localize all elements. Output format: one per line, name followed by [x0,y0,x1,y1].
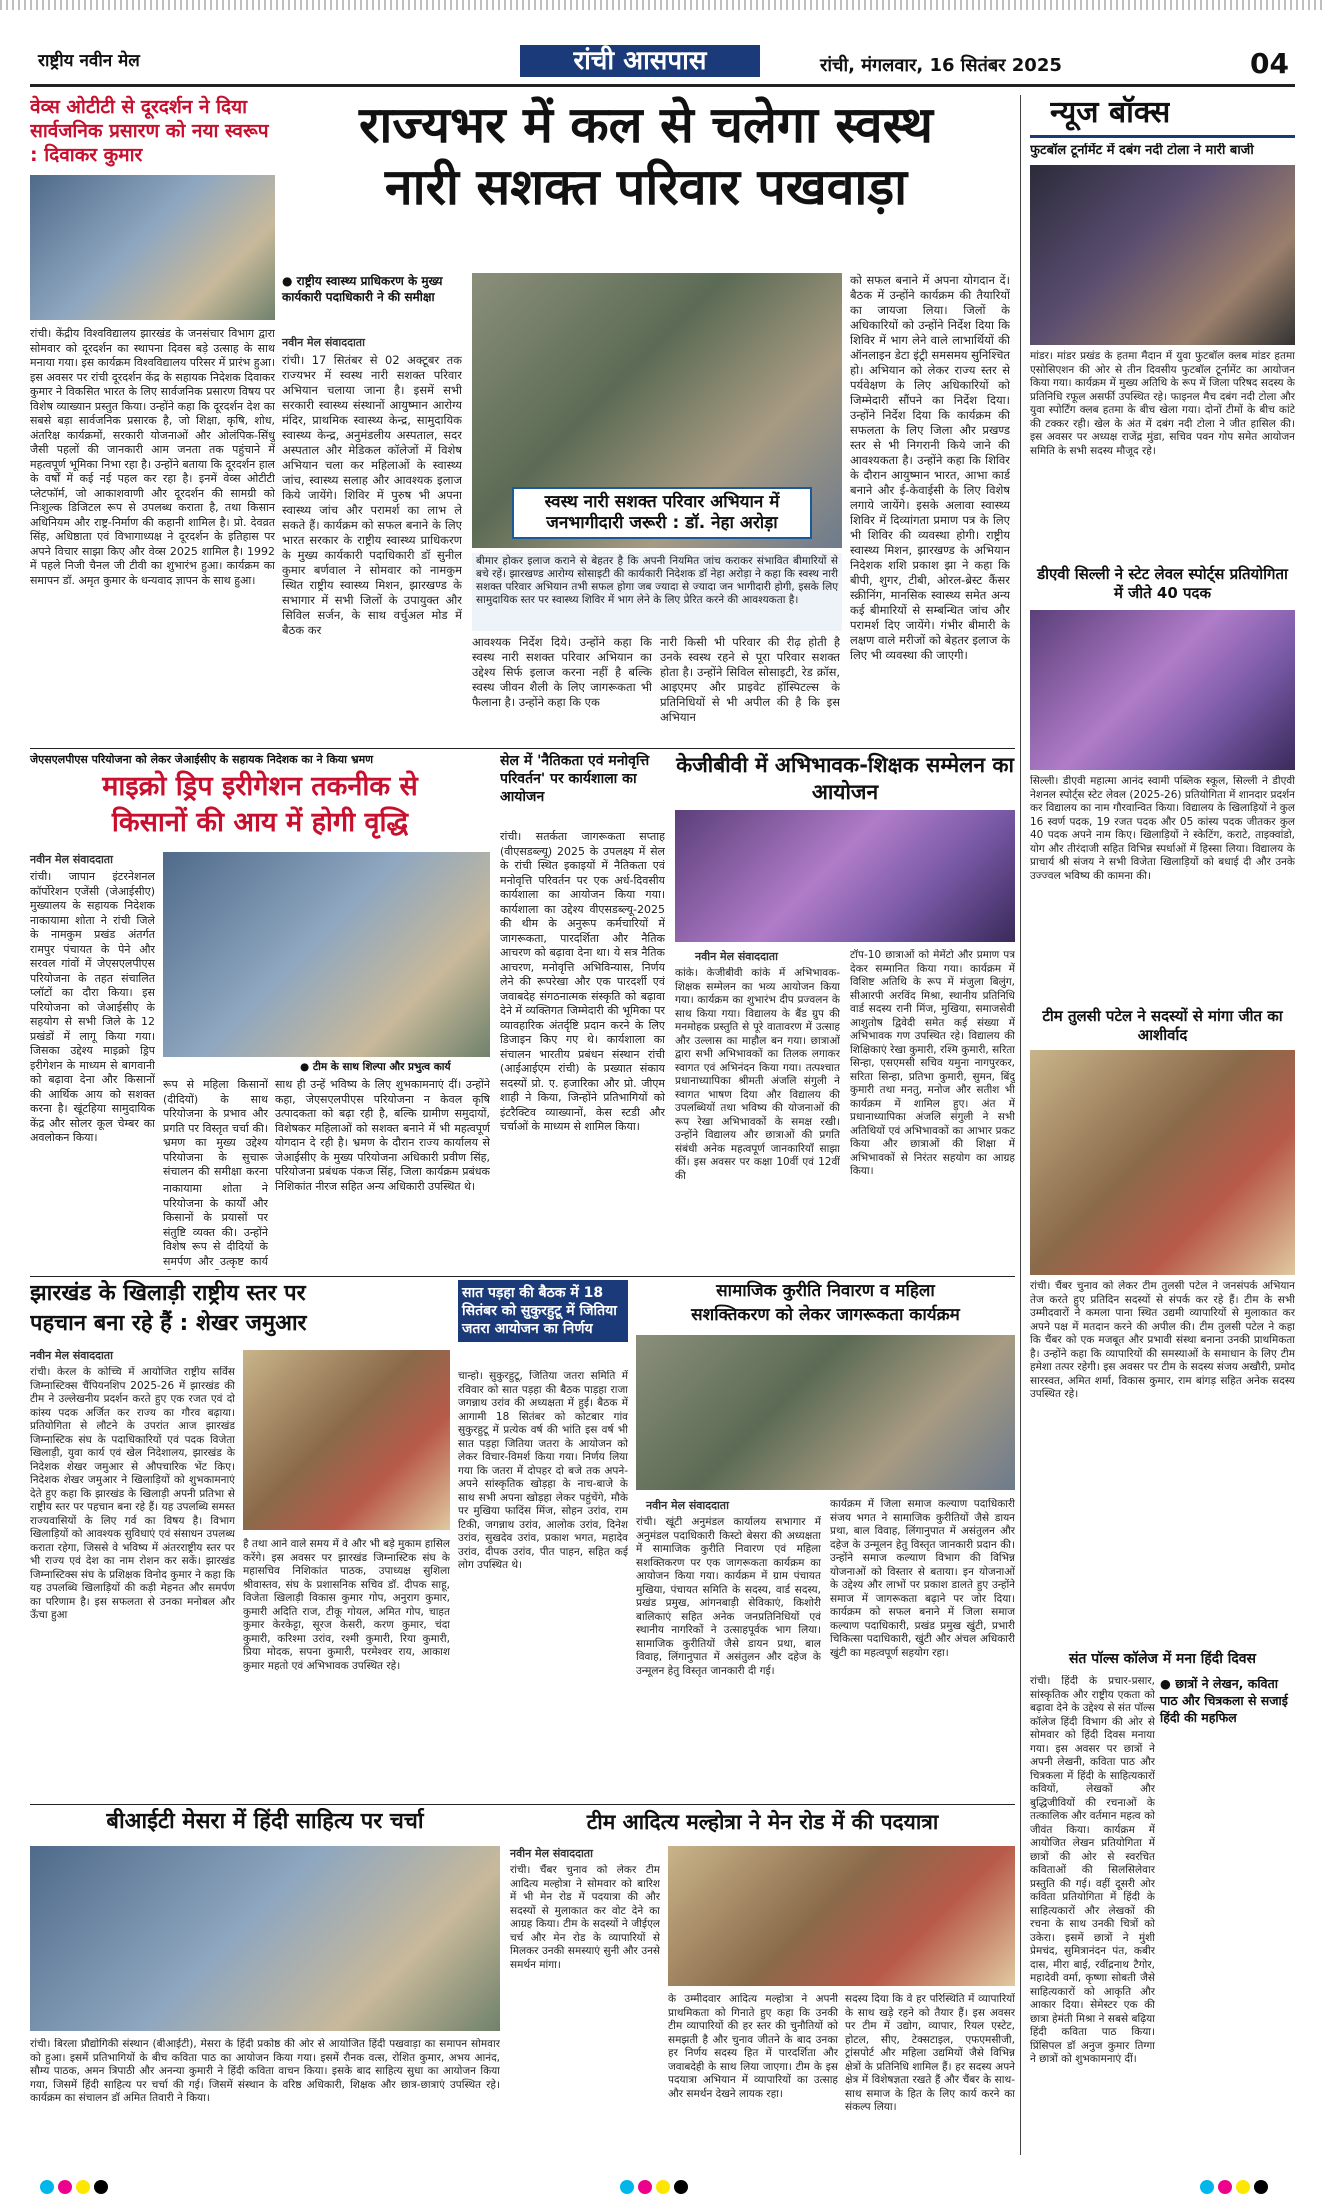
sat-headline: सात पड़हा की बैठक में 18 सितंबर को सुकुरहुटू में जितिया जतरा आयोजन का निर्णय [458,1280,628,1342]
shekhar-byline: नवीन मेल संवाददाता [30,1349,113,1362]
bit-body: रांची। बिरला प्रौद्योगिकी संस्थान (बीआईटी), मेसरा के हिंदी प्रकोष्ठ की ओर से आयोजित हिंदी पखवाड़ा का समापन सोमवार को हुआ। इसमें प्रतिभागियों के बीच कविता पाठ का आयोजन किया गया। इसमें रौनक वत्स, रोशित कुमार, अभय आनंद, सौम्य पाठक, अमन त्रिपाठी और अनन्या कुमारी ने हिंदी कविता वाचन किया। इसके बाद साहित्य सुधा का आयोजन किया गया, जिसमें हिंदी साहित्य पर चर्चा की गई। जिसमें संस्थान के वरिष्ठ अधिकारी, शिक्षक और छात्र-छात्राएं उपस्थित रहे। कार्यक्रम का संचालन डॉ अमित तिवारी ने किया। [30,2038,500,2104]
bit-photo [30,1846,500,2031]
drip-byline: नवीन मेल संवाददाता [30,853,113,866]
lead-body-4: को सफल बनाने में अपना योगदान दें। बैठक में उन्होंने कार्यक्रम की तैयारियों का जायजा लिया। जिलों के अधिकारियों को उन्होंने निर्देश दिया कि शिविर में भाग लेने वाले लाभार्थियों की ऑनलाइन डेटा इंट्री समसमय सुनिश्चित हो। अभियान को लेकर राज्य स्तर से पर्यवेक्षण के लिए अधिकारियों को जिम्मेदारी सौंपने का निर्देश दिया। उन्होंने निर्देश दिया कि कार्यक्रम की सफलता के लिए जिला और प्रखण्ड स्तर से भी निगरानी किये जाने की आवश्यकता है। उन्होंने कहा कि शिविर के दौरान आयुष्मान भारत, आभा कार्ड बनाने और ई-केवाईसी के लिए विशेष लगाये जायेंगे। इसके अलावा स्वास्थ्य शिविर में दिव्यांगता प्रमाण पत्र के लिए भी शिविर की व्यवस्था होगी। राष्ट्रीय स्वास्थ्य मिशन, झारखण्ड के अभियान निदेशक शशि प्रकाश झा ने कहा कि बीपी, शुगर, टीबी, ओरल-ब्रेस्ट कैंसर स्क्रीनिंग, मानसिक स्वास्थ्य समेत अन्य कई बीमारियों से सम्बन्धित जांच और परामर्श दिए जायेंगे। गंभीर बीमारी के लक्षण वाले मरीजों को बेहतर इलाज के लिए भी व्यवस्था की जाएगी। [850,273,1010,662]
article-bit [30,1808,500,2153]
dps-headline: डीएवी सिल्ली ने स्टेट लेवल स्पोर्ट्स प्रतियोगिता में जीते 40 पदक [1037,565,1288,602]
social-headline-2: सशक्तिकरण को लेकर जागरूकता कार्यक्रम [691,1305,960,1325]
newsbox-rule [1030,135,1295,138]
football-photo [1030,165,1295,345]
ott-photo [30,175,275,320]
paper-logo: राष्ट्रीय नवीन मेल [38,51,140,71]
shekhar-body-2: है तथा आने वाले समय में वे और भी बड़े मुकाम हासिल करेंगे। इस अवसर पर झारखंड जिम्नास्टिक संघ के महासचिव निशिकांत पाठक, उपाध्यक्ष सुशिला श्रीवास्तव, संघ के प्रशासनिक सचिव डॉ. दीपक साहू, विजेता खिलाड़ी विकास कुमार गोप, अनुराग कुमार, कुमारी अदिति राज, टीकू गोयल, अमित गोप, चाहत कुमार केरकेट्टा, सूरज केसरी, करण कुमार, चंदा कुमारी, करिश्मा उरांव, रश्मी कुमारी, रिया कुमारी, प्रिया मोदक, सपना कुमारी, परमेश्वर राय, आकाश कुमार महतो एवं अभिभावक उपस्थित रहे। [243,1538,450,1672]
kgbv-photo [675,810,1015,942]
sat-body: चान्हो। सुकुरहुटू, जितिया जतरा समिति में रविवार को सात पड़हा की बैठक पाड़हा राजा जगन्नाथ उरांव की अध्यक्षता में हुई। बैठक में आगामी 18 सितंबर को कोटबार गांव सुकुरहुटू में प्रत्येक वर्ष की भांति इस वर्ष भी सात पड़हा जितिया जतरा के आयोजन को लेकर विचार-विमर्श किया गया। निर्णय लिया गया कि जतरा में दोपहर दो बजे तक अपने-अपने सांस्कृतिक खोड़हा के नाच-बाजे के साथ सभी अपना खोड़हा लेकर पहुंचेंगे, मौके पर मुखिया फादिंस मिंज, सोहन उरांव, राम टिकी, जगन्नाथ उरांव, आलोक उरांव, दिनेश उरांव, सुखदेव उरांव, प्रकाश भगत, महादेव उरांव, दीपक उरांव, पीत पाहन, सहित कई लोग उपस्थित थे। [458,1370,628,1571]
football-headline: फुटबॉल टूर्नामेंट में दबंग नदी टोला ने मारी बाजी [1030,143,1254,158]
santpaul-kicker: ● छात्रों ने लेखन, कविता पाठ और चित्रकला से सजाई हिंदी की महफिल [1160,1676,1288,1725]
drip-body-3: नाकायामा शोता ने परियोजना के कार्यों और किसानों के प्रयासों पर संतुष्टि व्यक्त की। उन्होंने विशेष रूप से दीदियों के समर्पण और उत्कृष्ट कार्य [163,1182,268,1268]
article-lead [282,95,1010,745]
article-cell [500,752,665,1272]
article-social [636,1280,1015,1800]
section-title: रांची आसपास [520,45,760,77]
tulsi-body: रांची। चैंबर चुनाव को लेकर टीम तुलसी पटेल ने जनसंपर्क अभियान तेज करते हुए प्रतिदिन सदस्यों से संपर्क कर रहे हैं। टीम के सभी उम्मीदवारों ने कमला पाना स्थित उद्यमी व्यापारियों से मुलाकात कर अपने पक्ष में मतदान करने की अपील की। टीम तुलसी पटेल ने कहा कि चैंबर को एक मजबूत और प्रभावी संस्था बनाना उनकी प्राथमिकता है। उन्होंने कहा कि व्यापारियों की समस्याओं के समाधान के लिए टीम हमेशा तत्पर रहेगी। इस अवसर पर टीम के सदस्य संजय अखौरी, प्रमोद सारस्वत, अमित शर्मा, विकास कुमार, राम बांगड़ सहित अनेक सदस्य उपस्थित रहे। [1030,1280,1295,1400]
football-body: मांडर। मांडर प्रखंड के हतमा मैदान में युवा फुटबॉल क्लब मांडर हतमा एसोसिएशन की ओर से तीन दिवसीय फुटबॉल टूर्नामेंट का आयोजन किया गया। कार्यक्रम में मुख्य अतिथि के रूप में जिला परिषद सदस्य के प्रतिनिधि रफूल असर्फी उपस्थित रहे। फाइनल मैच दबंग नदी टोला और युवा स्पोर्टिंग क्लब हतमा के बीच खेला गया। दोनों टीमों के बीच कांटे की टक्कर रही। खेल के अंत में दबंग नदी टोला ने जीत हासिल की। इस अवसर पर अध्यक्ष राजेंद्र मुंडा, सचिव पवन गोप समेत आयोजन समिति के सभी सदस्य मौजूद रहे। [1030,350,1295,457]
color-registration-bar-center [620,2180,688,2194]
social-byline: नवीन मेल संवाददाता [646,1499,729,1512]
kgbv-byline: नवीन मेल संवाददाता [695,950,778,963]
kgbv-headline: केजीबीवी में अभिभावक-शिक्षक सम्मेलन का आयोजन [676,753,1014,804]
page-number: 04 [1250,47,1289,80]
color-registration-bar-left [40,2180,108,2194]
article-kgbv [675,752,1015,1272]
social-body-2: कार्यक्रम में जिला समाज कल्याण पदाधिकारी संजय भगत ने सामाजिक कुरीतियों जैसे डायन प्रथा, बाल विवाह, लिंगानुपात में असंतुलन और दहेज के उन्मूलन हेतु विस्तृत जानकारी प्रदान की। उन्होंने समाज कल्याण विभाग की विभिन्न योजनाओं को विस्तार से बताया। इन योजनाओं के उद्देश्य और लाभों पर प्रकाश डालते हुए उन्होंने समाज में जागरूकता बढ़ाने पर जोर दिया। कार्यक्रम को सफल बनाने में जिला समाज कल्याण पदाधिकारी, प्रखंड प्रमुख खुंटी, प्रभारी चिकित्सा पदाधिकारी, खुंटी और अंचल अधिकारी खुंटी का महत्वपूर्ण सहयोग रहा। [830,1498,1015,1659]
lead-headline-2: नारी सशक्त परिवार पखवाड़ा [384,158,908,216]
drip-body-1: रांची। जापान इंटरनेशनल कॉर्पोरेशन एजेंसी (जेआईसीए) मुख्यालय के सहायक निदेशक नाकायामा शोता ने रांची जिले के नामकुम प्रखंड अंतर्गत रामपुर पंचायत के पेने और सरवल गांवों में जेएसएलपीएस परियोजना के तहत संचालित प्लॉटों का दौरा किया। इस परियोजना को जेआईसीए के सहयोग से सभी जिले के 12 प्रखंडों में लागू किया गया। जिसका उद्देश्य माइक्रो ड्रिप इरीगेशन के माध्यम से बागवानी को बढ़ावा देना और किसानों की आर्थिक आय को सशक्त करना है। खूंटहिया सामुदायिक केंद्र और सोलर कूल चेम्बर का अवलोकन किया। [30,870,155,1144]
lead-body-2: आवश्यक निर्देश दिये। उन्होंने कहा कि स्वस्थ नारी सशक्त परिवार अभियान का उद्देश्य सिर्फ इलाज करना नहीं है बल्कि स्वस्थ जीवन शैली के लिए जागरूकता भी फैलाना है। उन्होंने कहा कि एक [472,635,652,709]
tulsi-photo [1030,1050,1295,1275]
article-drip [30,752,490,1272]
padyatra-headline: टीम आदित्य मल्होत्रा ने मेन रोड में की पदयात्रा [586,1810,939,1834]
lead-photo-note: बीमार होकर इलाज कराने से बेहतर है कि अपनी नियमित जांच कराकर संभावित बीमारियों से बचे रहें। झारखण्ड आरोग्य सोसाइटी की कार्यकारी निदेशक डॉ नेहा अरोड़ा ने कहा कि स्वस्थ नारी सशक्त परिवार अभियान तभी सफल होगा जब ज्यादा से ज्यादा जन भागीदारी होगी, इसके लिए सामुदायिक स्तर पर स्वास्थ्य शिविर में भाग लेने के लिए प्रेरित करने की आवश्यकता है। [472,553,842,631]
dps-body: सिल्ली। डीएवी महात्मा आनंद स्वामी पब्लिक स्कूल, सिल्ली ने डीएवी नेशनल स्पोर्ट्स स्टेट लेवल (2025-26) प्रतियोगिता में शानदार प्रदर्शन कर विद्यालय का नाम गौरवान्वित किया। विद्यालय के खिलाड़ियों ने कुल 16 स्वर्ण पदक, 19 रजत पदक और 05 कांस्य पदक जीतकर कुल 40 पदक अपने नाम किए। खिलाड़ियों ने स्केटिंग, कराटे, ताइक्वांडो, योग और तीरंदाजी सहित विभिन्न स्पर्धाओं में हिस्सा लिया। विद्यालय के प्राचार्य श्री संजय ने सभी विजेता खिलाड़ियों को बधाई दी और उनके उज्ज्वल भविष्य की कामना की। [1030,775,1295,882]
ott-headline: वेव्स ओटीटी से दूरदर्शन ने दिया सार्वजनिक प्रसारण को नया स्वरूप : दिवाकर कुमार [30,96,269,166]
drip-body-4: साथ ही उन्हें भविष्य के लिए शुभकामनाएं दीं। उन्होंने कहा, जेएसएलपीएस परियोजना न केवल कृषि उत्पादकता को बढ़ा रही है, बल्कि ग्रामीण समुदायों, विशेषकर महिलाओं को सशक्त बनाने में भी महत्वपूर्ण योगदान दे रही है। भ्रमण के दौरान राज्य कार्यालय से जेआईसीए के मुख्य परियोजना अधिकारी प्रवीण सिंह, परियोजना प्रबंधक पंकज सिंह, जिला कार्यक्रम प्रबंधक निशिकांत नीरज सहित अन्य अधिकारी उपस्थित थे। [275,1078,490,1193]
registration-marks [0,0,1325,10]
padyatra-photo [668,1846,1015,1986]
masthead [0,0,1325,90]
drip-body-2: रूप से महिला किसानों (दीदियों) के साथ परियोजना के प्रभाव और प्रगति पर विस्तृत चर्चा की। भ्रमण का मुख्य उद्देश्य परियोजना के सुचारू संचालन की समीक्षा करना [163,1078,268,1178]
lead-body-1: रांची। 17 सितंबर से 02 अक्टूबर तक राज्यभर में स्वस्थ नारी सशक्त परिवार अभियान चलाया जाना है। इसमें सभी सरकारी स्वास्थ्य संस्थानों आयुष्मान आरोग्य मंदिर, प्राथमिक स्वास्थ्य केन्द्र, सामुदायिक स्वास्थ्य केन्द्र, अनुमंडलीय अस्पताल, सदर अस्पताल और मेडिकल कॉलेजों में विशेष अभियान चला कर महिलाओं के स्वास्थ्य जांच, स्वास्थ्य सलाह और आवश्यक इलाज किये जायेंगे। शिविर में पुरुष भी अपना स्वास्थ्य जांच और परामर्श का लाभ ले सकते हैं। कार्यक्रम को सफल बनाने के लिए भारत सरकार के राष्ट्रीय स्वास्थ्य प्राधिकरण के मुख्य कार्यकारी पदाधिकारी डॉ सुनील कुमार बर्णवाल ने सोमवार को नामकुम स्थित राष्ट्रीय स्वास्थ्य मिशन, झारखण्ड के सभागार में सभी जिलों के उपायुक्त और सिविल सर्जन, के साथ वर्चुअल मोड में बैठक कर [282,353,462,637]
ott-body: रांची। केंद्रीय विश्वविद्यालय झारखंड के जनसंचार विभाग द्वारा सोमवार को दूरदर्शन का स्थापना दिवस बड़े उत्साह के साथ मनाया गया। इस कार्यक्रम विश्वविद्यालय परिसर में प्रारंभ हुआ। इस अवसर पर रांची दूरदर्शन केंद्र के सहायक निदेशक दिवाकर कुमार ने विकसित भारत के लिए सार्वजनिक प्रसारण विषय पर विशेष व्याख्यान प्रस्तुत किया। उन्होंने कहा कि दूरदर्शन देश का सबसे बड़ा सार्वजनिक प्रसारक है, जो शिक्षा, कृषि, शोध, अंतरिक्ष कार्यक्रमों, सरकारी योजनाओं और ओलंपिक-सिंधु जैसी पहलों की जानकारी आम जनता तक पहुंचाने में महत्वपूर्ण भूमिका निभा रहा है। उन्होंने बताया कि दूरदर्शन हाल के वर्षों में कई नई पहल कर रहा है। इनमें वेव्स ओटीटी प्लेटफॉर्म, जो आकाशवाणी और दूरदर्शन की सामग्री को निःशुल्क डिजिटल रूप से उपलब्ध कराता है, तथा किसान अधिनियम और राष्ट्र-निर्माण की कहानी शामिल है। प्रो. देवव्रत सिंह, अधिष्ठाता एवं विभागाध्यक्ष ने दूरदर्शन के इतिहास पर अपने विचार साझा किए और वेव्स 2025 शामिल है। 1992 में पहले निजी चैनल जी टीवी का शुभारंभ हुआ। कार्यक्रम का समापन डॉ. अमृत कुमार के धन्यवाद ज्ञापन के साथ हुआ। [30,327,275,587]
article-shekhar [30,1280,450,1800]
shekhar-body-1: रांची। केरल के कोच्चि में आयोजित राष्ट्रीय सर्विस जिम्नास्टिक्स चैंपियनशिप 2025-26 में झारखंड की टीम ने उल्लेखनीय प्रदर्शन करते हुए एक रजत एवं दो कांस्य पदक अर्जित कर राज्य का गौरव बढ़ाया। प्रतियोगिता से लौटने के उपरांत आज झारखंड जिम्नास्टिक संघ के पदाधिकारियों एवं पदक विजेता खिलाड़ी, युवा कार्य एवं खेल निदेशालय, झारखंड के निदेशक शेखर जमुआर से औपचारिक भेंट किए। निदेशक शेखर जमुआर ने खिलाड़ियों को शुभकामनाएं देते हुए कहा कि झारखंड के खिलाड़ी अपनी प्रतिभा से राष्ट्रीय स्तर पर पहचान बना रहे हैं। यह उपलब्धि समस्त राज्यवासियों के लिए गर्व का विषय है। विभाग खिलाड़ियों को आवश्यक सुविधाएं एवं संसाधन उपलब्ध कराता रहेगा, जिससे वे भविष्य में अंतरराष्ट्रीय स्तर पर भी राज्य एवं देश का नाम रोशन कर सकें। झारखंड जिम्नास्टिक्स संघ के प्रशिक्षक विनोद कुमार ने कहा कि यह उपलब्धि खिलाड़ियों की कड़ी मेहनत और समर्पण का परिणाम है। इस सफलता से उनका मनोबल और ऊँचा हुआ [30,1366,235,1621]
lead-body-3: नारी किसी भी परिवार की रीढ़ होती है उनके स्वस्थ रहने से पूरा परिवार सशक्त होता है। उन्होंने सिविल सोसाइटी, रेड क्रॉस, आइएमए और प्राइवेट हॉस्पिटल्स के प्रतिनिधियों से भी अपील की है कि इस अभियान [660,635,840,724]
padyatra-body-2: के उम्मीदवार आदित्य मल्होत्रा ने अपनी प्राथमिकता को गिनाते हुए कहा कि उनकी टीम व्यापारियों की हर स्तर की चुनौतियों को समझती है और चुनाव जीतने के बाद उनका हर निर्णय सदस्य हित में पारदर्शिता और जवाबदेही के साथ लिया जाएगा। टीम के इस पदयात्रा अभियान में व्यापारियों का उत्साह और समर्थन देखने लायक रहा। [668,1993,838,2100]
social-body-1: रांची। खूंटी अनुमंडल कार्यालय सभागार में अनुमंडल पदाधिकारी किस्टो बेसरा की अध्यक्षता में सामाजिक कुरीति निवारण एवं महिला सशक्तिकरण पर एक जागरूकता कार्यक्रम का आयोजन किया गया। कार्यक्रम में ग्राम पंचायत मुखिया, पंचायत समिति के सदस्य, वार्ड सदस्य, प्रखंड प्रमुख, आंगनबाड़ी सेविकाएं, किशोरी बालिकाएं सहित अनेक जनप्रतिनिधियों एवं स्थानीय नागरिकों ने उत्साहपूर्वक भाग लिया। सामाजिक कुरीतियों जैसे डायन प्रथा, बाल विवाह, लिंगानुपात में असंतुलन और दहेज के उन्मूलन हेतु विस्तृत जानकारी दी गई। [636,1516,821,1677]
masthead-rule [30,84,1295,87]
newsbox [1030,95,1295,2155]
drip-headline-2: किसानों की आय में होगी वृद्धि [111,807,409,838]
article-sat [458,1280,628,1800]
lead-byline: नवीन मेल संवाददाता [282,336,365,349]
tulsi-headline: टीम तुलसी पटेल ने सदस्यों से मांगा जीत का आशीर्वाद [1042,1007,1283,1044]
article-ott [30,95,275,745]
column-divider [1020,95,1021,2155]
santpaul-headline: संत पॉल्स कॉलेज में मना हिंदी दिवस [1068,1651,1257,1667]
color-registration-bar-right [1200,2180,1268,2194]
row-divider-1 [30,748,1015,749]
article-padyatra [510,1808,1015,2153]
drip-photo [163,852,490,1057]
shekhar-photo [243,1350,450,1530]
drip-photo-caption: ● टीम के साथ शिल्पा और प्रभुत्व कार्य [300,1061,451,1073]
dps-photo [1030,610,1295,770]
shekhar-headline-2: पहचान बना रहे हैं : शेखर जमुआर [30,1311,307,1336]
drip-headline-1: माइक्रो ड्रिप इरीगेशन तकनीक से [102,771,418,802]
dateline: रांची, मंगलवार, 16 सितंबर 2025 [820,55,1062,76]
lead-photo-caption: स्वस्थ नारी सशक्त परिवार अभियान में जनभागीदारी जरूरी : डॉ. नेहा अरोड़ा [512,487,812,539]
santpaul-body: रांची। हिंदी के प्रचार-प्रसार, सांस्कृतिक और राष्ट्रीय एकता को बढ़ावा देने के उद्देश्य से संत पॉल्स कॉलेज हिंदी विभाग की ओर से सोमवार को हिंदी दिवस मनाया गया। इस अवसर पर छात्रों ने अपनी लेखनी, कविता पाठ और चित्रकला में हिंदी के साहित्यकारों कवियों, लेखकों और बुद्धिजीवियों की रचनाओं के तत्कालिक और वर्तमान महत्व को जीवंत किया। कार्यक्रम में आयोजित लेखन प्रतियोगिता में छात्रों की ओर से स्वरचित कविताओं की सिलसिलेवार प्रस्तुति की गई। वहीं दूसरी ओर कविता प्रतियोगिता में हिंदी के साहित्यकारों और लेखकों की रचना के साथ उनकी चित्रों को उकेरा। इसमें छात्रों ने मुंशी प्रेमचंद, सुमित्रानंदन पंत, कबीर दास, मीरा बाई, रवींद्रनाथ टैगोर, महादेवी वर्मा, कृष्णा सोबती जैसे साहित्यकारों को आकृति और आकार दिया। सेमेस्टर एक की छात्रा हेमंती मिश्रा ने सबसे बढ़िया हिंदी कविता पाठ किया। प्रिंसिपल डॉ अनुज कुमार तिग्गा ने छात्रों को शुभकामनाएं दीं। [1030,1675,1155,2065]
padyatra-body-3: सदस्य दिया कि वे हर परिस्थिति में व्यापारियों के साथ खड़े रहने को तैयार हैं। इस अवसर पर टीम में उद्योग, व्यापार, रियल एस्टेट, होटल, सीए, टेक्सटाइल, एफएमसीजी, ट्रांसपोर्ट और महिला उद्यमियों जैसे विभिन्न क्षेत्रों के प्रतिनिधि शामिल हैं। हर सदस्य अपने क्षेत्र में विशेषज्ञता रखते हैं और चैंबर के साथ-साथ समाज के हित के लिए कार्य करने का संकल्प लिया। [845,1993,1015,2113]
social-headline-1: सामाजिक कुरीति निवारण व महिला [716,1281,935,1301]
cell-body: रांची। सतर्कता जागरूकता सप्ताह (वीएसडब्ल्यू) 2025 के उपलक्ष्य में सेल के रांची स्थित इकाइयों में नैतिकता एवं मनोवृत्ति परिवर्तन पर एक अर्ध-दिवसीय कार्यशाला का आयोजन किया गया। कार्यशाला का उद्देश्य वीएसडब्ल्यू-2025 की थीम के अनुरूप कर्मचारियों में जागरूकता, पारदर्शिता और नैतिक आचरण को बढ़ावा देना था। ये सत्र नैतिक आचरण, मनोवृत्ति अभिविन्यास, निर्णय लेने की रूपरेखा और एक पारदर्शी एवं जवाबदेह संगठनात्मक संस्कृति को बढ़ावा देने में व्यक्तिगत जिम्मेदारी की भूमिका पर व्यावहारिक अंतर्दृष्टि प्रदान करने के लिए डिजाइन किए गए थे। कार्यशाला का संचालन भारतीय प्रबंधन संस्थान रांची (आईआईएम रांची) के प्रख्यात संकाय सदस्यों प्रो. ए. हजारिका और प्रो. जीएम शाही ने किया, जिन्होंने प्रतिभागियों को इंटरैक्टिव व्याख्यानों, केस स्टडी और चर्चाओं के माध्यम से शामिल किया। [500,830,665,1133]
row-divider-2 [30,1276,1015,1277]
lead-kicker: ● राष्ट्रीय स्वास्थ्य प्राधिकरण के मुख्य कार्यकारी पदाधिकारी ने की समीक्षा [282,274,443,304]
drip-kicker: जेएसएलपीएस परियोजना को लेकर जेआईसीए के सहायक निदेशक का ने किया भ्रमण [30,753,374,766]
kgbv-body-2: टॉप-10 छात्राओं को मेमेंटो और प्रमाण पत्र देकर सम्मानित किया गया। कार्यक्रम में विशिष्ट अतिथि के रूप में मंजुला बिलुंग, सीआरपी अरविंद मिश्रा, स्थानीय प्रतिनिधि वार्ड सदस्य रानी मिंज, मुखिया, समाजसेवी आशुतोष द्विवेदी समेत कई संख्या में अभिभावक गण उपस्थित रहे। विद्यालय की शिक्षिकाएं रेखा कुमारी, रश्मि कुमारी, सरिता सिन्हा, एसएमसी सचिव यमुना नागपुरकर, सरिता सिन्हा, प्रतिभा कुमारी, सुमन, बिंदु कुमारी तथा मनतु, मनोज और सतीश भी कार्यक्रम में शामिल हुए। अंत में प्रधानाध्यापिका अंजलि संगुली ने सभी अतिथियों एवं अभिभावकों का आभार प्रकट किया और छात्राओं की शिक्षा में अभिभावकों से निरंतर सहयोग का आग्रह किया। [850,949,1015,1177]
lead-headline-1: राज्यभर में कल से चलेगा स्वस्थ [358,96,934,154]
row-divider-3 [30,1804,1015,1805]
cell-headline: सेल में 'नैतिकता एवं मनोवृत्ति परिवर्तन' पर कार्यशाला का आयोजन [500,753,650,805]
bit-headline: बीआईटी मेसरा में हिंदी साहित्य पर चर्चा [106,1809,424,1834]
padyatra-byline: नवीन मेल संवाददाता [510,1847,593,1860]
padyatra-body-1: रांची। चैंबर चुनाव को लेकर टीम आदित्य मल्होत्रा ने सोमवार को बारिश में भी मेन रोड में पदयात्रा की और सदस्यों से मुलाकात कर वोट देने का आग्रह किया। टीम के सदस्यों ने जीईएल चर्च और मेन रोड के व्यापारियों से मिलकर उनकी समस्याएं सुनी और उनसे समर्थन मांगा। [510,1864,660,1971]
shekhar-headline-1: झारखंड के खिलाड़ी राष्ट्रीय स्तर पर [30,1281,306,1306]
social-photo [636,1335,1015,1490]
newsbox-title: न्यूज बॉक्स [1050,95,1171,130]
kgbv-body-1: कांके। केजीबीवी कांके में अभिभावक-शिक्षक सम्मेलन का भव्य आयोजन किया गया। कार्यक्रम का शुभारंभ दीप प्रज्वलन के साथ किया गया। विद्यालय के बैंड ग्रुप की मनमोहक प्रस्तुति से पूरे वातावरण में उत्साह और उल्लास का माहौल बन गया। छात्राओं द्वारा सभी अभिभावकों का तिलक लगाकर स्वागत एवं अभिनंदन किया गया। तत्पश्चात प्रधानाध्यापिका श्रीमती अंजलि संगुली ने स्वागत भाषण दिया और विद्यालय की उपलब्धियों तथा भविष्य की योजनाओं की रूप रेखा अभिभावकों के समक्ष रखी। उन्होंने विद्यालय और छात्राओं की प्रगति संबंधी अनेक महत्वपूर्ण जानकारियाँ साझा कीं। इस अवसर पर कक्षा 10वीं एवं 12वीं की [675,967,840,1182]
